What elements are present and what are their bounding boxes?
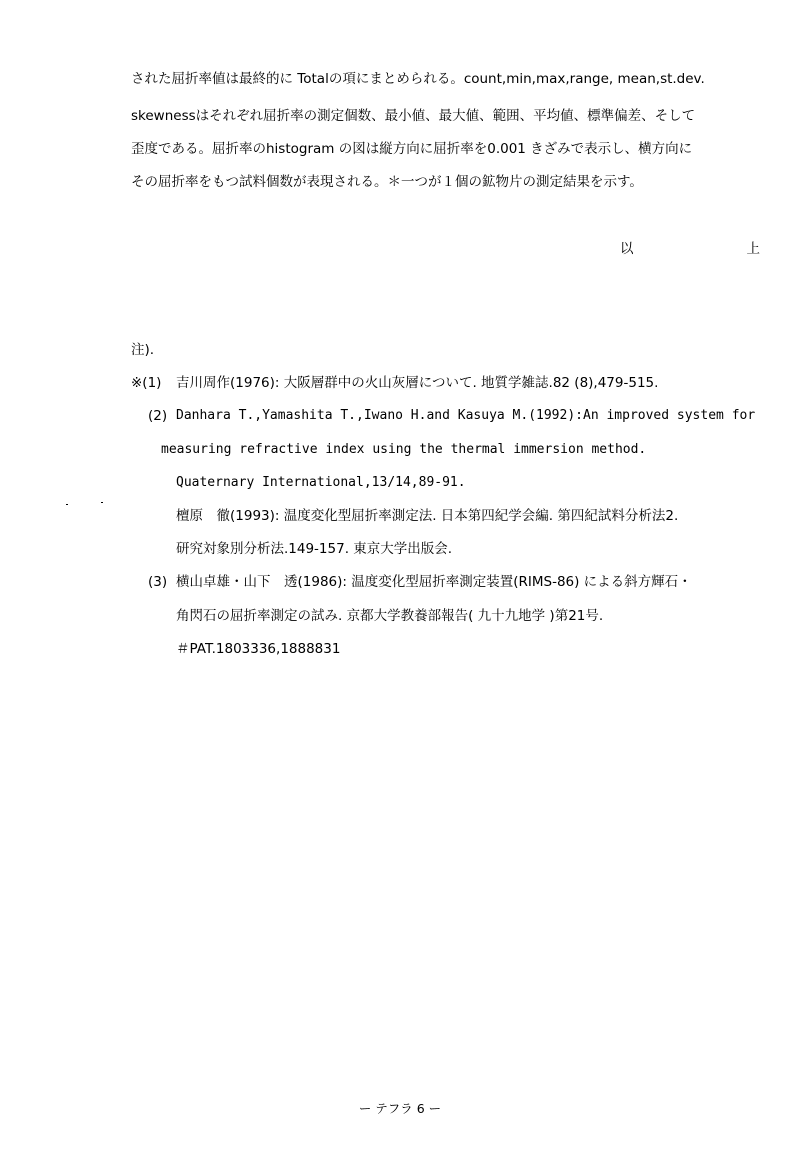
reference-2-line-1: Danhara T.,Yamashita T.,Iwano H.and Kasuya M.(1992):An improved system for [176,408,756,423]
reference-3-number: (3) [148,574,168,590]
paragraph-line-4: その屈折率をもつ試料個数が表現される。＊一つが１個の鉱物片の測定結果を示す。 [131,174,643,190]
reference-2-line-4: 檀原 徹(1993): 温度変化型屈折率測定法. 日本第四紀学会編. 第四紀試料分析法2. [176,508,679,524]
closing-right-char: 上 [746,241,760,257]
paragraph-line-1: された屈折率値は最終的に Totalの項にまとめられる。count,min,max,range, mean,st.dev. [131,71,705,87]
reference-1-number: ※(1) [131,375,162,391]
reference-2-line-2: measuring refractive index using the thermal immersion method. [161,442,647,457]
reference-1-text: 吉川周作(1976): 大阪層群中の火山灰層について. 地質学雑誌.82 (8),479-515. [176,375,659,391]
notes-heading: 注). [131,342,155,358]
reference-2-line-5: 研究対象別分析法.149-157. 東京大学出版会. [176,541,453,557]
reference-3-line-1: 横山卓雄・山下 透(1986): 温度変化型屈折率測定装置(RIMS-86) による斜方輝石・ [176,574,692,590]
paragraph-line-3: 歪度である。屈折率のhistogram の図は縦方向に屈折率を0.001 きざみで表示し、横方向に [131,141,693,157]
page-footer: ー テフラ 6 ー [358,1101,442,1116]
reference-3-line-3: ＃PAT.1803336,1888831 [176,641,341,657]
paragraph-line-2: skewnessはそれぞれ屈折率の測定個数、最小値、最大値、範囲、平均値、標準偏差、そして [131,108,696,124]
reference-2-line-3: Quaternary International,13/14,89-91. [176,475,466,490]
scan-speck [101,502,103,503]
closing-left-char: 以 [620,241,634,257]
reference-3-line-2: 角閃石の屈折率測定の試み. 京都大学教養部報告( 九十九地学 )第21号. [176,608,604,624]
scan-speck [66,504,68,505]
reference-2-number: (2) [148,408,168,424]
